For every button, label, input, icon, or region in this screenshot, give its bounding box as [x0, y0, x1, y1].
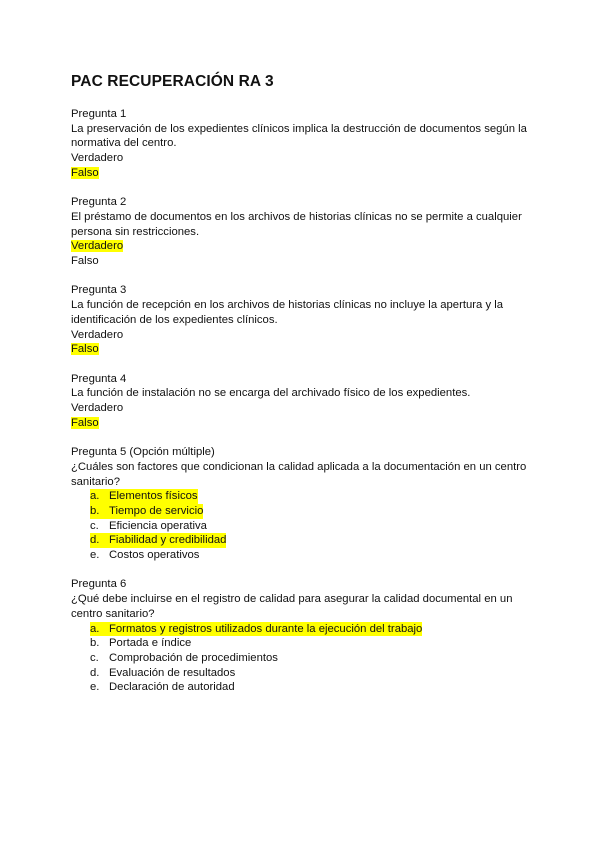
choice-c	[90, 519, 541, 534]
option-falso	[71, 254, 541, 269]
choice-letter: b.	[90, 504, 109, 519]
option-falso	[71, 416, 541, 431]
question-label: Pregunta 2	[71, 196, 127, 209]
choice-letter: c.	[90, 651, 99, 664]
question-label: Pregunta 4	[71, 372, 127, 385]
choice-c	[90, 651, 541, 666]
question-label: Pregunta 6	[71, 578, 127, 591]
choice-list	[71, 489, 541, 563]
option-text-highlighted: Falso	[71, 416, 99, 429]
choice-text: Portada e índice	[109, 637, 192, 650]
question-text: ¿Cuáles son factores que condicionan la calidad aplicada a la documentación en un centro sanitario?	[71, 460, 527, 488]
question-text: El préstamo de documentos en los archivos de historias clínicas no se permite a cualquier persona sin restricciones.	[71, 210, 522, 238]
choice-letter: d.	[90, 666, 100, 679]
question-label: Pregunta 1	[71, 108, 127, 120]
option-falso	[71, 342, 541, 357]
choice-letter: e.	[90, 549, 100, 562]
choice-letter: e.	[90, 681, 100, 694]
option-verdadero	[71, 151, 541, 166]
choice-text-highlighted: Fiabilidad y credibilidad	[109, 534, 227, 547]
option-text-highlighted: Falso	[71, 166, 99, 179]
question-text: La función de instalación no se encarga del archivado físico de los expedientes.	[71, 387, 471, 400]
option-verdadero	[71, 239, 541, 254]
choice-text: Declaración de autoridad	[109, 681, 235, 694]
choice-text-highlighted: Formatos y registros utilizados durante la ejecución del trabajo	[109, 622, 423, 635]
question-2	[71, 195, 541, 269]
choice-b	[90, 504, 541, 519]
question-6	[71, 577, 541, 695]
document-title: PAC RECUPERACIÓN RA 3	[71, 73, 274, 90]
choice-e	[90, 680, 541, 695]
question-3	[71, 283, 541, 357]
option-text-highlighted: Verdadero	[71, 240, 124, 253]
question-5	[71, 445, 541, 563]
choice-letter: d.	[90, 533, 109, 548]
choice-text: Comprobación de procedimientos	[109, 651, 278, 664]
choice-a	[90, 622, 541, 637]
choice-text-highlighted: Tiempo de servicio	[109, 504, 204, 517]
option-text: Falso	[71, 255, 99, 268]
choice-d	[90, 533, 541, 548]
option-text-highlighted: Falso	[71, 343, 99, 356]
question-4	[71, 372, 541, 431]
choice-list	[71, 622, 541, 696]
choice-d	[90, 666, 541, 681]
choice-b	[90, 636, 541, 651]
question-text: La preservación de los expedientes clínicos implica la destrucción de documentos según la normativa del centro.	[71, 122, 527, 150]
choice-letter: b.	[90, 637, 100, 650]
option-verdadero	[71, 401, 541, 416]
question-text: La función de recepción en los archivos de historias clínicas no incluye la apertura y la identificación de los expedientes clínicos.	[71, 299, 504, 326]
option-verdadero	[71, 328, 541, 343]
choice-letter: a.	[90, 622, 109, 637]
choice-text: Evaluación de resultados	[109, 666, 236, 679]
question-label: Pregunta 3	[71, 284, 127, 297]
questions-container	[71, 107, 541, 710]
option-text: Verdadero	[71, 402, 124, 415]
question-1	[71, 107, 541, 181]
choice-text: Costos operativos	[109, 549, 200, 562]
option-text: Verdadero	[71, 328, 124, 341]
option-falso	[71, 166, 541, 181]
question-text: ¿Qué debe incluirse en el registro de calidad para asegurar la calidad documental en un centro sanitario?	[71, 593, 513, 620]
choice-letter: c.	[90, 519, 99, 532]
choice-text-highlighted: Elementos físicos	[109, 490, 198, 503]
option-text: Verdadero	[71, 152, 124, 165]
choice-e	[90, 548, 541, 563]
choice-text: Eficiencia operativa	[109, 519, 207, 532]
question-label: Pregunta 5 (Opción múltiple)	[71, 446, 215, 459]
choice-letter: a.	[90, 489, 109, 504]
choice-a	[90, 489, 541, 504]
